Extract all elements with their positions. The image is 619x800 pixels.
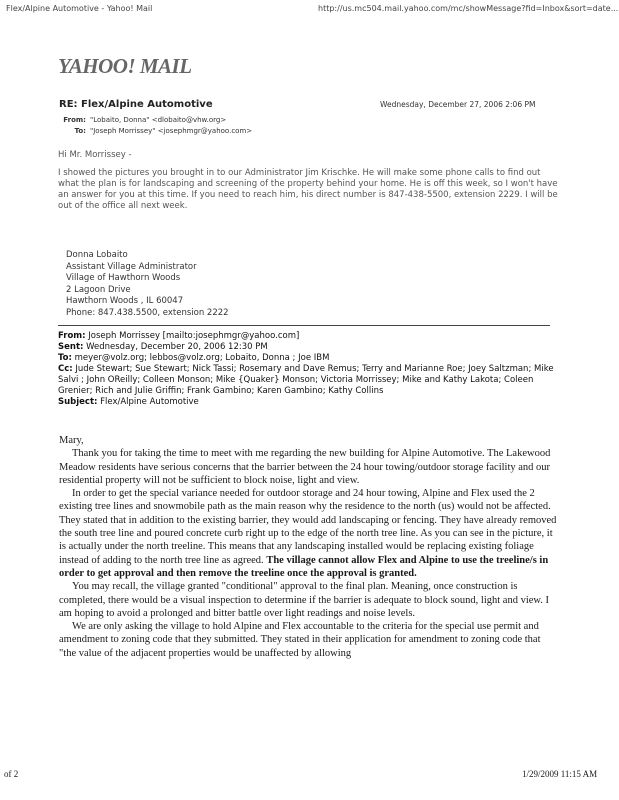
- forward-divider: [58, 325, 550, 326]
- fwd-subject-label: Subject:: [58, 397, 98, 407]
- signature-city: Hawthorn Woods , IL 60047: [66, 296, 184, 306]
- fwd-sent-row: [58, 342, 558, 353]
- fwd-to-label: To:: [58, 353, 72, 363]
- message-from[interactable]: "Lobaito, Donna" <dlobaito@vhw.org>: [90, 116, 227, 124]
- letter-salutation: Mary,: [59, 435, 84, 446]
- signature-title: Assistant Village Administrator: [66, 261, 197, 272]
- letter-paragraph-1: Thank you for taking the time to meet with me regarding the new building for Alpine Automotive. The Lakewood Meadow residents have serious concerns that the barrier between the 24 hour towing/outdoor storage facility and our residential property will not be sufficient to block noise, light and view.: [59, 448, 551, 486]
- fwd-subject-row: [58, 397, 558, 408]
- print-header-url: http://us.mc504.mail.yahoo.com/mc/showMessage?fid=Inbox&sort=date...: [318, 4, 619, 13]
- forwarded-header: [58, 331, 558, 408]
- fwd-sent: Wednesday, December 20, 2006 12:30 PM: [86, 342, 268, 352]
- fwd-cc-row: [58, 364, 558, 397]
- fwd-subject: Flex/Alpine Automotive: [100, 397, 199, 407]
- letter-body: [59, 434, 559, 660]
- reply-greeting: Hi Mr. Morrissey -: [58, 150, 132, 160]
- signature-org: Village of Hawthorn Woods: [66, 273, 181, 283]
- to-label: To:: [74, 127, 86, 135]
- fwd-sent-label: Sent:: [58, 342, 84, 352]
- logo-text: YAHOO! MAIL: [58, 54, 192, 78]
- reply-body: [58, 150, 558, 219]
- reply-text: I showed the pictures you brought in to our Administrator Jim Krischke. He will make some phone calls to find out what the plan is for landscaping and screening of the property behind your home. He is off this week, so I won't have an answer for you at this time. If you need to reach him, his direct number is 847-438-5500, extension 2229. I will be out of the office all next week.: [58, 168, 558, 211]
- footer-printed-date: 1/29/2009 11:15 AM: [522, 769, 598, 779]
- signature-street: 2 Lagoon Drive: [66, 284, 131, 295]
- message-to[interactable]: "Joseph Morrissey" <josephmgr@yahoo.com>: [90, 127, 253, 135]
- fwd-cc: Jude Stewart; Sue Stewart; Nick Tassi; Rosemary and Dave Remus; Terry and Marianne Roe; Joey Saltzman; Mike Salvi ; John OReilly; Colleen Monson; Mike {Quaker} Monson; Victoria Morrissey; Mike and Kathy Lakota; Coleen Grenier; Rich and Julie Griffin; Frank Gambino; Karen Gambino; Kathy Collins: [58, 364, 554, 396]
- fwd-to-row: [58, 353, 558, 364]
- signature-block: [66, 250, 229, 319]
- signature-phone: Phone: 847.438.5500, extension 2222: [66, 307, 229, 318]
- fwd-to: meyer@volz.org; lebbos@volz.org; Lobaito, Donna ; Joe IBM: [74, 353, 330, 363]
- signature-name: Donna Lobaito: [66, 250, 128, 260]
- message-to-row: [60, 127, 252, 135]
- fwd-from-row: [58, 331, 558, 342]
- letter-paragraph-2-emphasis: The village cannot allow Flex and Alpine to use the treeline/s in order to get approval and then remove the treeline once the approval is granted.: [59, 554, 549, 579]
- message-from-row: [60, 116, 226, 124]
- yahoo-mail-logo: [58, 54, 208, 78]
- letter-paragraph-2: [59, 487, 559, 580]
- letter-paragraph-3: You may recall, the village granted "conditional" approval to the final plan. Meaning, once construction is completed, there would be a visual inspection to determine if the barrier is adequate to block sound, light and view. I am hoping to avoid a prolonged and bitter battle over light readings and noise levels.: [59, 581, 550, 619]
- letter-paragraph-4: We are only asking the village to hold Alpine and Flex accountable to the criteria for the special use permit and amendment to zoning code that they submitted. They stated in their application for amendment to zoning code that "the value of the adjacent properties would be unaffected by allowing: [59, 621, 541, 659]
- fwd-from-label: From:: [58, 331, 86, 341]
- footer-page: of 2: [4, 769, 19, 779]
- message-subject: RE: Flex/Alpine Automotive: [59, 99, 213, 110]
- fwd-cc-label: Cc:: [58, 364, 73, 374]
- fwd-from: Joseph Morrissey [mailto:josephmgr@yahoo.com]: [88, 331, 300, 341]
- letter-paragraph-2-text: In order to get the special variance needed for outdoor storage and 24 hour towing, Alpine and Flex used the 2 existing tree lines and snowmobile path as the main reason why the residence to the north (us) would not be affected. They stated that in addition to the existing barrier, they would add landscaping or fencing. They have already removed the south tree line and poured concrete curb right up to the edge of the north tree line. As you can see in the picture, it is actually under the north treeline. This means that any landscaping installed would be replacing existing foliage instead of adding to the north tree line as agreed.: [59, 488, 557, 566]
- message-date: Wednesday, December 27, 2006 2:06 PM: [380, 100, 536, 109]
- from-label: From:: [63, 116, 86, 124]
- print-header-title: Flex/Alpine Automotive - Yahoo! Mail: [6, 4, 153, 13]
